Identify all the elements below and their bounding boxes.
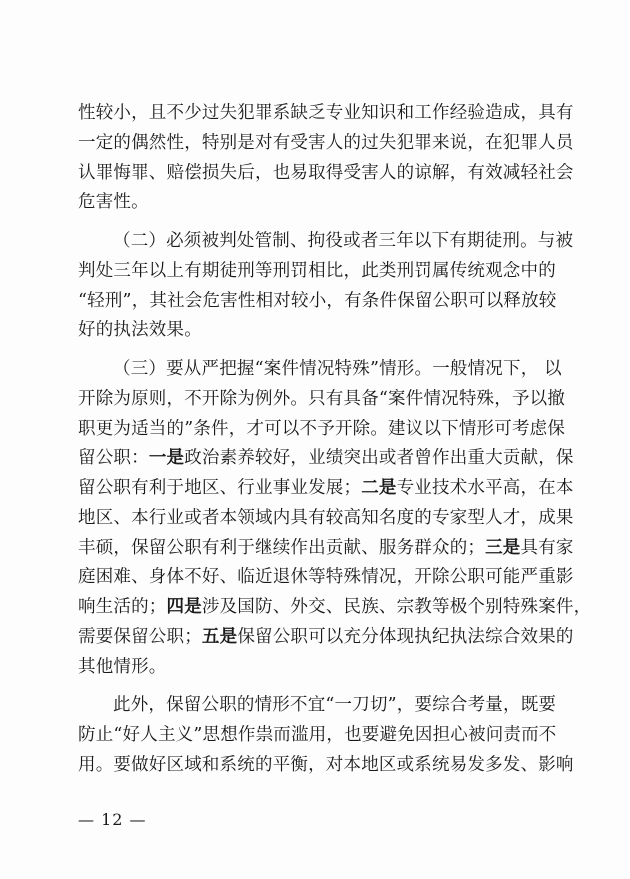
text-line xyxy=(78,355,560,385)
text-line xyxy=(78,316,560,346)
bold-marker: 五是 xyxy=(201,626,238,647)
text-run: 职更为适当的”条件，才可以不予开除。建议以下情形可考虑保 xyxy=(78,418,566,439)
paragraph-p4 xyxy=(78,691,574,780)
text-line xyxy=(78,415,566,445)
paragraph-gap xyxy=(78,682,560,691)
bold-marker: 二是 xyxy=(361,478,397,498)
text-run: 一定的偶然性，特别是对有受害人的过失犯罪来说，在犯罪人员 xyxy=(78,132,574,153)
text-run: 留公职： xyxy=(78,448,149,469)
text-run: 用。要做好区域和系统的平衡，对本地区或系统易发多发、影响 xyxy=(78,754,574,775)
text-line xyxy=(78,623,574,653)
text-line xyxy=(78,385,566,415)
text-line xyxy=(78,474,574,504)
text-line xyxy=(78,444,574,474)
text-line xyxy=(78,99,574,129)
text-run: 此外，保留公职的情形不宜“一刀切”，要综合考量，既要 xyxy=(113,695,557,716)
text-run: 其他情形。 xyxy=(78,656,167,677)
text-line xyxy=(78,593,592,623)
text-run: 留公职有利于地区、行业事业发展； xyxy=(78,478,362,498)
bold-marker: 三是 xyxy=(485,537,521,558)
text-run: 庭困难、身体不好、临近退休等特殊情况，开除公职可能严重影 xyxy=(78,567,574,588)
text-run: 防止“好人主义”思想作祟而滥用，也要避免因担心被问责而不 xyxy=(78,725,557,745)
text-run: 地区、本行业或者本领域内具有较高知名度的专家型人才，成果 xyxy=(78,507,574,528)
text-line xyxy=(78,287,560,317)
document-body xyxy=(78,99,592,781)
bold-marker: 四是 xyxy=(166,597,202,617)
text-run: 丰硕，保留公职有利于继续作出贡献、服务群众的； xyxy=(78,537,486,558)
paragraph-p3 xyxy=(78,355,592,682)
paragraph-p2 xyxy=(78,227,574,346)
text-run: 性较小，且不少过失犯罪系缺乏专业知识和工作经验造成，具有 xyxy=(78,103,574,123)
text-run: 认罪悔罪、赔偿损失后，也易取得受害人的谅解，有效减轻社会 xyxy=(78,162,574,183)
text-run: 保留公职可以充分体现执纪执法综合效果的 xyxy=(237,626,574,647)
text-line xyxy=(78,721,560,751)
text-run: 好的执法效果。 xyxy=(78,320,202,341)
text-line xyxy=(78,534,574,564)
text-run: 判处三年以上有期徒刑等刑罚相比，此类刑罚属传统观念中的 xyxy=(78,260,556,281)
text-line xyxy=(78,751,574,781)
bold-marker: 一是 xyxy=(148,448,185,469)
paragraph-gap xyxy=(78,346,560,355)
text-run: 政治素养较好，业绩突出或者曾作出重大贡献，保 xyxy=(184,448,574,469)
text-run: （二）必须被判处管制、拘役或者三年以下有期徒刑。与被 xyxy=(113,231,574,251)
paragraph-gap xyxy=(78,218,560,227)
page-number: — 12 — xyxy=(78,810,147,829)
text-run: “轻刑”，其社会危害性相对较小，有条件保留公职可以释放较 xyxy=(78,290,557,311)
text-line xyxy=(78,691,560,721)
text-run: 需要保留公职； xyxy=(78,626,202,647)
text-run: 涉及国防、外交、民族、宗教等极个别特殊案件， xyxy=(201,597,592,617)
text-line xyxy=(78,188,560,218)
text-run: 专业技术水平高，在本 xyxy=(396,478,574,498)
text-run: 危害性。 xyxy=(78,192,149,213)
text-run: 具有家 xyxy=(520,537,574,558)
text-run: 开除为原则，不开除为例外。只有具备“案件情况特殊，予以撤 xyxy=(78,388,566,409)
text-line xyxy=(78,504,574,534)
text-run: 响生活的； xyxy=(78,597,167,617)
text-line xyxy=(78,227,574,257)
text-line xyxy=(78,563,574,593)
text-line xyxy=(78,159,574,189)
text-line xyxy=(78,653,560,683)
text-line xyxy=(78,257,560,287)
paragraph-p1 xyxy=(78,99,574,218)
text-line xyxy=(78,129,574,159)
text-run: （三）要从严把握“案件情况特殊”情形。一般情况下， 以 xyxy=(113,359,562,379)
